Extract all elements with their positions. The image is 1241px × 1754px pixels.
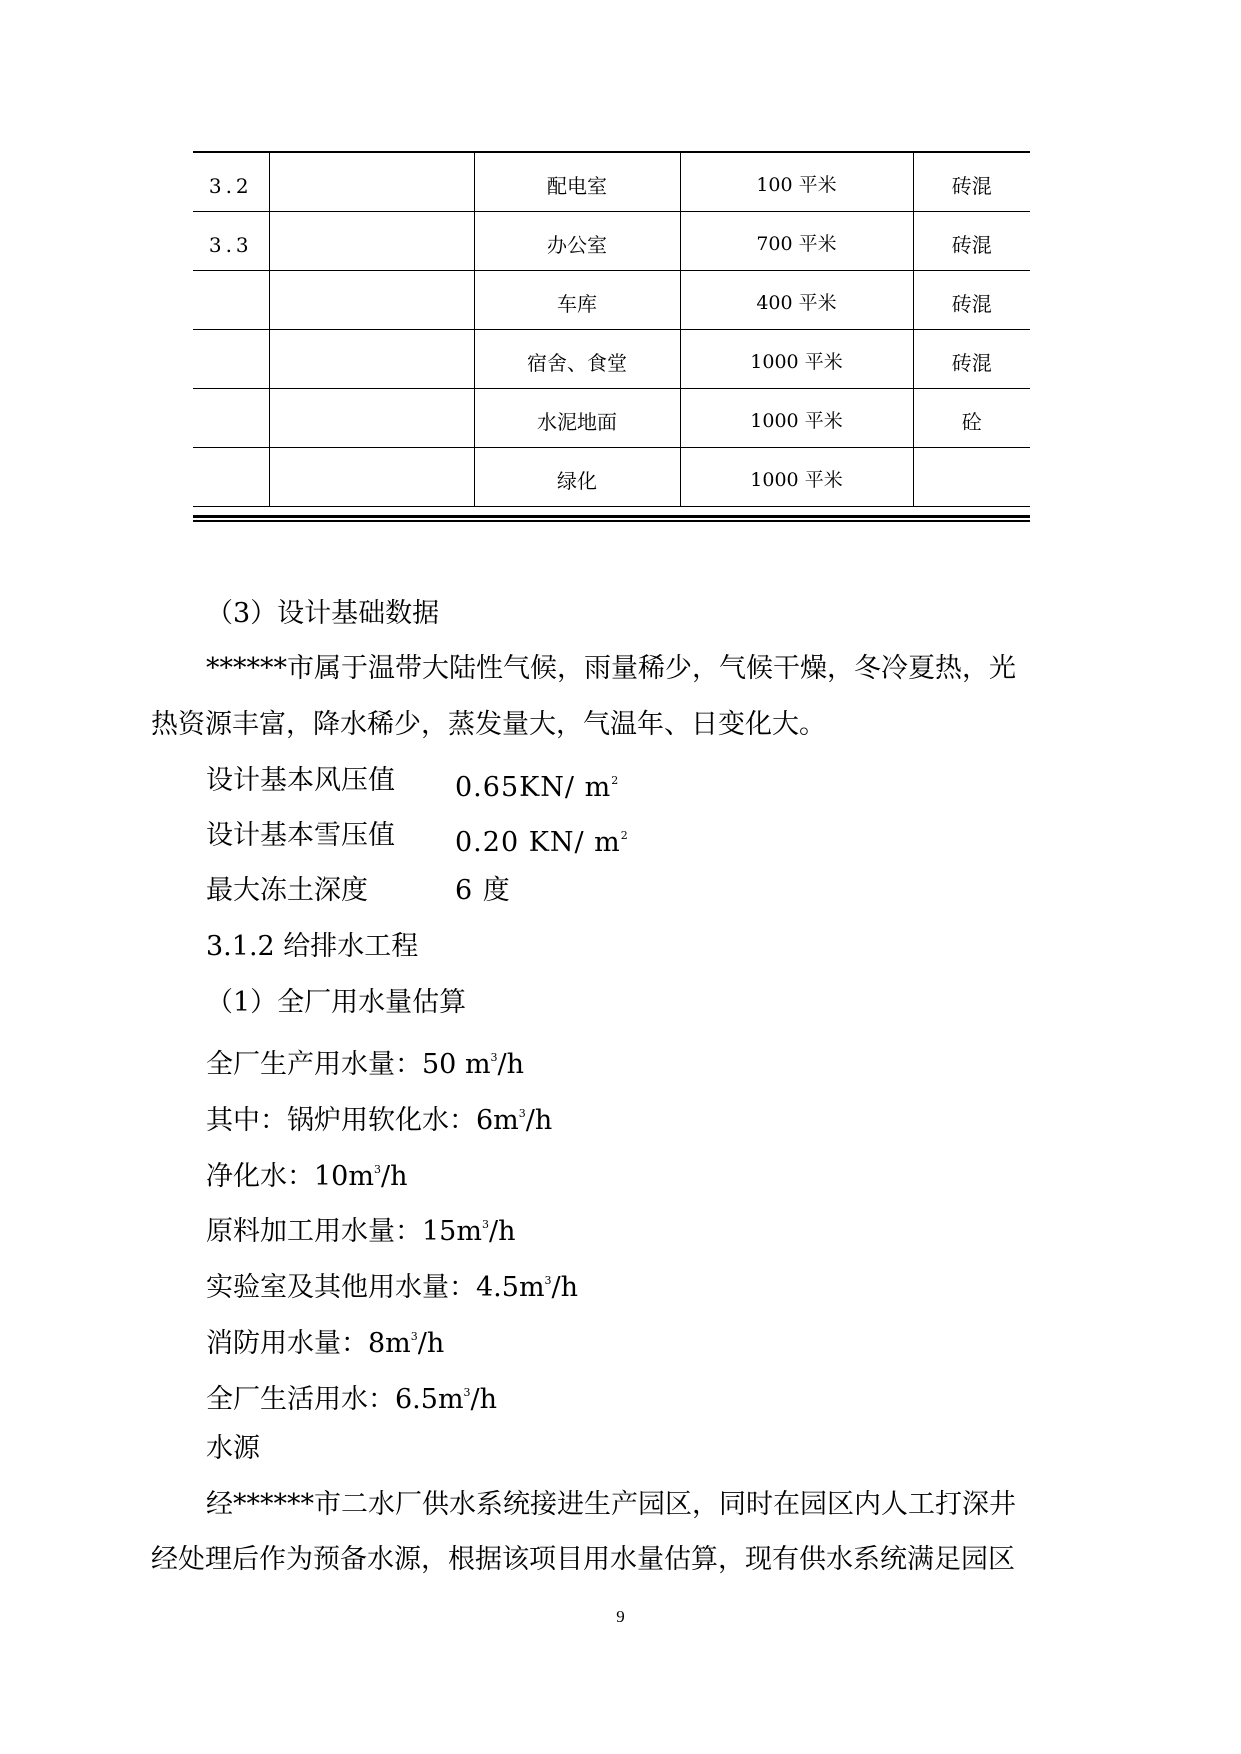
section-heading: （3）设计基础数据 [206,598,440,629]
snow-pressure-label: 设计基本雪压值 [206,820,395,851]
facilities-table-body [193,152,1030,506]
cell-area: 100 平米 [680,152,913,211]
cell-area: 1000 平米 [680,388,913,447]
superscript-exponent: 3 [463,1386,471,1399]
water-source-paragraph-line-1: 经******市二水厂供水系统接进生产园区，同时在园区内人工打深井 [206,1489,1016,1520]
cell-structure: 砖混 [913,270,1030,329]
cell-item-number [193,388,269,447]
cell-facility-name: 绿化 [474,447,680,506]
cell-blank [269,388,474,447]
cell-area: 400 平米 [680,270,913,329]
water-usage-item [206,1376,497,1417]
cell-blank [269,152,474,211]
table-bottom-double-rule [193,515,1030,522]
unit-suffix: /h [497,1049,525,1080]
cell-area: 1000 平米 [680,447,913,506]
water-usage-item [206,1041,524,1082]
cell-area: 1000 平米 [680,329,913,388]
cell-item-number [193,329,269,388]
cell-blank [269,447,474,506]
unit-suffix: /h [488,1216,516,1247]
unit-suffix: /h [417,1328,445,1359]
cell-structure [913,447,1030,506]
water-usage-item [206,1264,578,1305]
cell-facility-name: 配电室 [474,152,680,211]
water-usage-text: 全厂生活用水：6.5m [206,1384,464,1415]
water-source-heading: 水源 [206,1433,260,1464]
water-usage-item [206,1097,552,1138]
superscript-exponent: 3 [518,1107,526,1120]
water-usage-text: 消防用水量：8m [206,1328,411,1359]
facilities-table [193,151,1030,507]
cell-structure: 砼 [913,388,1030,447]
table-row [193,388,1030,447]
cell-item-number: 3.2 [193,152,269,211]
page-number: 9 [616,1607,625,1626]
table-row [193,447,1030,506]
climate-paragraph-line-2: 热资源丰富，降水稀少，蒸发量大，气温年、日变化大。 [151,709,826,740]
cell-item-number [193,447,269,506]
wind-pressure-value: 0.65KN/ $m^2$ [455,772,620,803]
water-usage-item [206,1320,444,1361]
cell-structure: 砖混 [913,211,1030,270]
wind-pressure-label: 设计基本风压值 [206,765,395,796]
unit-suffix: /h [551,1272,579,1303]
cell-structure: 砖混 [913,329,1030,388]
water-usage-item [206,1208,515,1249]
frozen-soil-depth-value: 6 度 [455,875,511,906]
cell-blank [269,211,474,270]
superscript-exponent: 3 [544,1274,552,1287]
water-source-paragraph-line-2: 经处理后作为预备水源，根据该项目用水量估算，现有供水系统满足园区 [151,1544,1015,1575]
water-usage-text: 其中：锅炉用软化水：6m [206,1105,519,1136]
cell-facility-name: 水泥地面 [474,388,680,447]
snow-pressure-value: 0.20 KN/ $m^2$ [455,827,629,858]
superscript-exponent: 3 [481,1218,489,1231]
water-usage-text: 净化水：10m [206,1161,374,1192]
climate-paragraph-line-1: ******市属于温带大陆性气候，雨量稀少，气候干燥，冬冷夏热，光 [206,653,1016,684]
cell-facility-name: 宿舍、食堂 [474,329,680,388]
cell-item-number: 3.3 [193,211,269,270]
water-usage-text: 实验室及其他用水量：4.5m [206,1272,545,1303]
cell-facility-name: 办公室 [474,211,680,270]
cell-blank [269,270,474,329]
table-row [193,211,1030,270]
water-usage-text: 全厂生产用水量：50 m [206,1049,491,1080]
water-usage-heading: （1）全厂用水量估算 [206,987,467,1018]
subsection-title: 3.1.2 给排水工程 [206,931,419,962]
unit-suffix: /h [380,1161,408,1192]
frozen-soil-depth-label: 最大冻土深度 [206,875,368,906]
table-row [193,152,1030,211]
table-row [193,329,1030,388]
superscript-exponent: 3 [410,1330,418,1343]
superscript-exponent: 3 [490,1051,498,1064]
cell-item-number [193,270,269,329]
cell-blank [269,329,474,388]
cell-facility-name: 车库 [474,270,680,329]
unit-suffix: /h [525,1105,553,1136]
cell-structure: 砖混 [913,152,1030,211]
table-row [193,270,1030,329]
water-usage-item [206,1153,407,1194]
superscript-exponent: 3 [373,1163,381,1176]
unit-suffix: /h [470,1384,498,1415]
cell-area: 700 平米 [680,211,913,270]
water-usage-text: 原料加工用水量：15m [206,1216,482,1247]
